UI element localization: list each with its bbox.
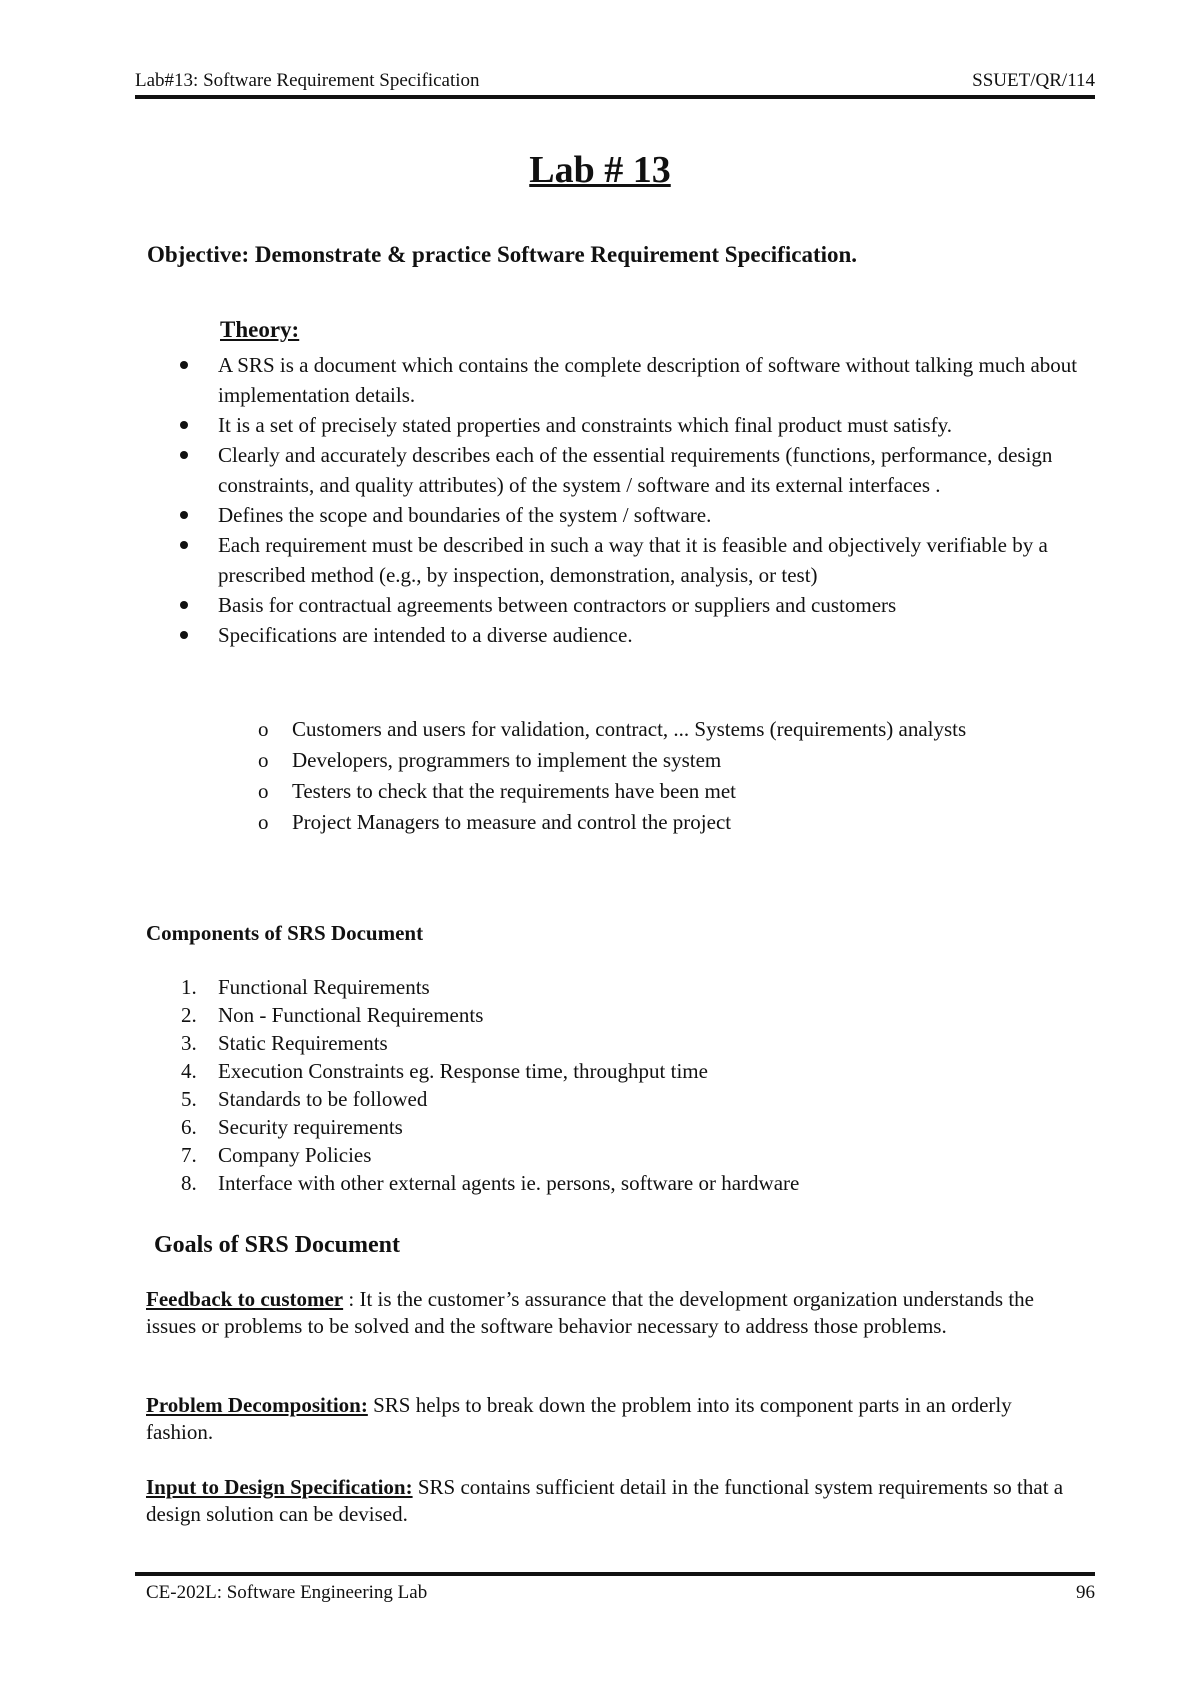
list-item: Clearly and accurately describes each of the essential requirements (functions, performance, design constraints, and quality attributes) of the system / software and its external interfaces .: [218, 440, 1088, 500]
bullet-icon: [180, 541, 188, 549]
bullet-icon: [180, 601, 188, 609]
circle-bullet-icon: o: [258, 779, 269, 803]
page-title: Lab # 13: [529, 149, 671, 191]
header-left: Lab#13: Software Requirement Specification: [135, 70, 480, 91]
list-item: 8. Interface with other external agents ie. persons, software or hardware: [181, 1171, 800, 1195]
goal-paragraph-feedback: Feedback to customer : It is the customer’s assurance that the development organization understands the issues or problems to be solved and the software behavior necessary to address those problems.: [146, 1287, 1034, 1338]
list-item: A SRS is a document which contains the complete description of software without talking much about implementation details.: [218, 350, 1088, 410]
audience-sub-list: [258, 714, 1082, 838]
theory-heading: Theory:: [220, 317, 300, 342]
circle-bullet-icon: o: [258, 810, 269, 834]
list-item: 4. Execution Constraints eg. Response time, throughput time: [181, 1059, 708, 1083]
list-item: o Customers and users for validation, contract, ... Systems (requirements) analysts: [292, 714, 1082, 745]
footer-left: CE-202L: Software Engineering Lab: [146, 1582, 428, 1603]
list-item: 7. Company Policies: [181, 1143, 372, 1167]
components-heading: Components of SRS Document: [146, 921, 424, 945]
goals-heading: Goals of SRS Document: [154, 1232, 401, 1258]
bullet-icon: [180, 361, 188, 369]
list-item: It is a set of precisely stated properties and constraints which final product must satisfy.: [218, 410, 1088, 440]
goal-paragraph-design-input: Input to Design Specification: SRS contains sufficient detail in the functional system requirements so that a design solution can be devised.: [146, 1475, 1064, 1526]
list-item: o Testers to check that the requirements have been met: [292, 776, 1082, 807]
list-item: 2. Non - Functional Requirements: [181, 1003, 484, 1027]
circle-bullet-icon: o: [258, 748, 269, 772]
bullet-icon: [180, 511, 188, 519]
header-rule: [135, 95, 1095, 99]
list-item: 6. Security requirements: [181, 1115, 403, 1139]
bullet-icon: [180, 451, 188, 459]
objective: Objective: Demonstrate & practice Software Requirement Specification.: [147, 242, 858, 267]
list-item: Basis for contractual agreements between contractors or suppliers and customers: [218, 590, 1088, 620]
header-right: SSUET/QR/114: [972, 70, 1095, 91]
list-item: o Project Managers to measure and control the project: [292, 807, 1082, 838]
footer-rule: [135, 1572, 1095, 1576]
list-item: 1. Functional Requirements: [181, 975, 430, 999]
list-item: Each requirement must be described in such a way that it is feasible and objectively verifiable by a prescribed method (e.g., by inspection, demonstration, analysis, or test): [218, 530, 1088, 590]
bullet-icon: [180, 631, 188, 639]
list-item: Defines the scope and boundaries of the system / software.: [218, 500, 1088, 530]
list-item: 3. Static Requirements: [181, 1031, 388, 1055]
list-item: o Developers, programmers to implement the system: [292, 745, 1082, 776]
goal-paragraph-decomposition: Problem Decomposition: SRS helps to break down the problem into its component parts in an orderly fashion.: [146, 1393, 1012, 1444]
bullet-icon: [180, 421, 188, 429]
theory-bullet-list: [218, 350, 1088, 650]
circle-bullet-icon: o: [258, 717, 269, 741]
components-list: [181, 973, 800, 1197]
list-item: 5. Standards to be followed: [181, 1087, 428, 1111]
page-number: 96: [1076, 1582, 1095, 1603]
list-item: Specifications are intended to a diverse audience.: [218, 620, 1088, 650]
